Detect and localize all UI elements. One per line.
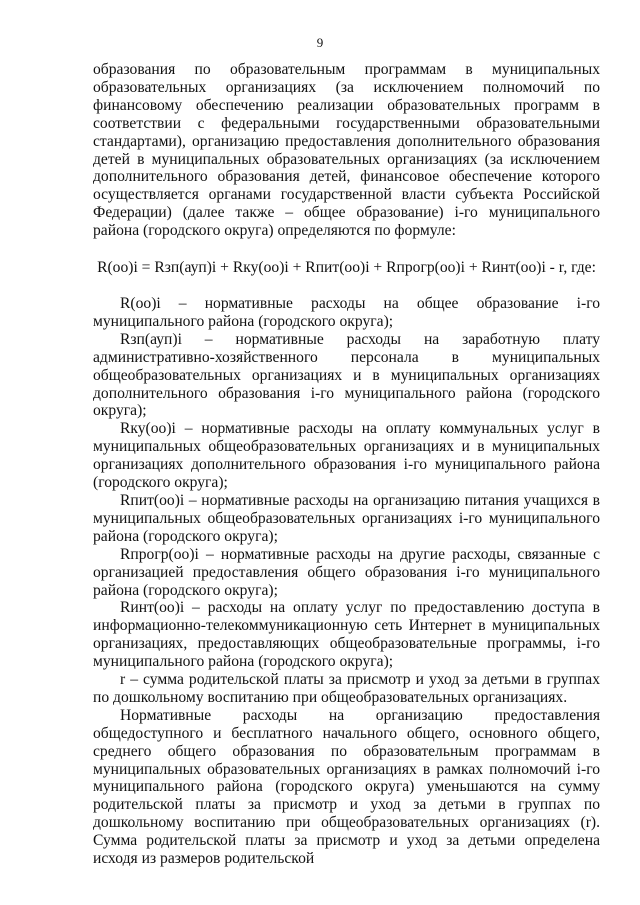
definitions-list [93,295,600,868]
formula-block [93,259,600,277]
definition-r-parental-fee: r – сумма родительской платы за присмотр и уход за детьми в группах по дошкольному воспитанию при общеобразовательных организациях. [93,671,600,706]
definition-r-oo: R(оо)i – нормативные расходы на общее образование i-го муниципального района (городского округа); [93,295,600,330]
definition-r-zp-aup: Rзп(ауп)i – нормативные расходы на заработную плату административно-хозяйственного персонала в муниципальных общеобразовательных организациях и в муниципальных организациях дополнительного образования i-го муниципального района (городского округа); [93,330,600,420]
intro-paragraph: образования по образовательным программам в муниципальных образовательных организациях (за исключением полномочий по финансовому обеспечению реализации образовательных программ в соответствии с федеральными государственными образовательными стандартами), организацию предоставления дополнительного образования детей в муниципальных образовательных организациях (за исключением дополнительного образования детей, финансовое обеспечение которого осуществляется органами государственной власти субъекта Российской Федерации) (далее также – общее образование) i-го муниципального района (городского округа) определяются по формуле: [93,61,600,240]
closing-paragraph: Нормативные расходы на организацию предоставления общедоступного и бесплатного начального общего, основного общего, среднего общего образования по образовательным программам в муниципальных образовательных организациях в рамках полномочий i-го муниципального района (городского округа) уменьшаются на сумму родительской платы за присмотр и уход за детьми в группах по дошкольному воспитанию при общеобразовательных организациях (r). Сумма родительской платы за присмотр и уход за детьми определена исходя из размеров родительской [93,706,600,868]
formula: R(оо)i = Rзп(ауп)i + Rку(оо)i + Rпит(оо)i + Rпрогр(оо)i + Rинт(оо)i - r, где: [97,259,596,276]
definition-r-ku-oo: Rку(оо)i – нормативные расходы на оплату коммунальных услуг в муниципальных общеобразовательных организациях и в муниципальных организациях дополнительного образования i-го муниципального района (городского округа); [93,420,600,492]
definition-r-int-oo: Rинт(оо)i – расходы на оплату услуг по предоставлению доступа в информационно-телекоммуникационную сеть Интернет в муниципальных организациях, предоставляющих общеобразовательные программы, i-го муниципального района (городского округа); [93,599,600,671]
page-body [93,61,600,240]
definition-r-progr-oo: Rпрогр(оо)i – нормативные расходы на другие расходы, связанные с организацией предоставления общего образования i-го муниципального района (городского округа); [93,545,600,599]
definition-r-pit-oo: Rпит(оо)i – нормативные расходы на организацию питания учащихся в муниципальных общеобразовательных организациях i-го муниципального района (городского округа); [93,491,600,545]
page-number: 9 [316,35,324,50]
